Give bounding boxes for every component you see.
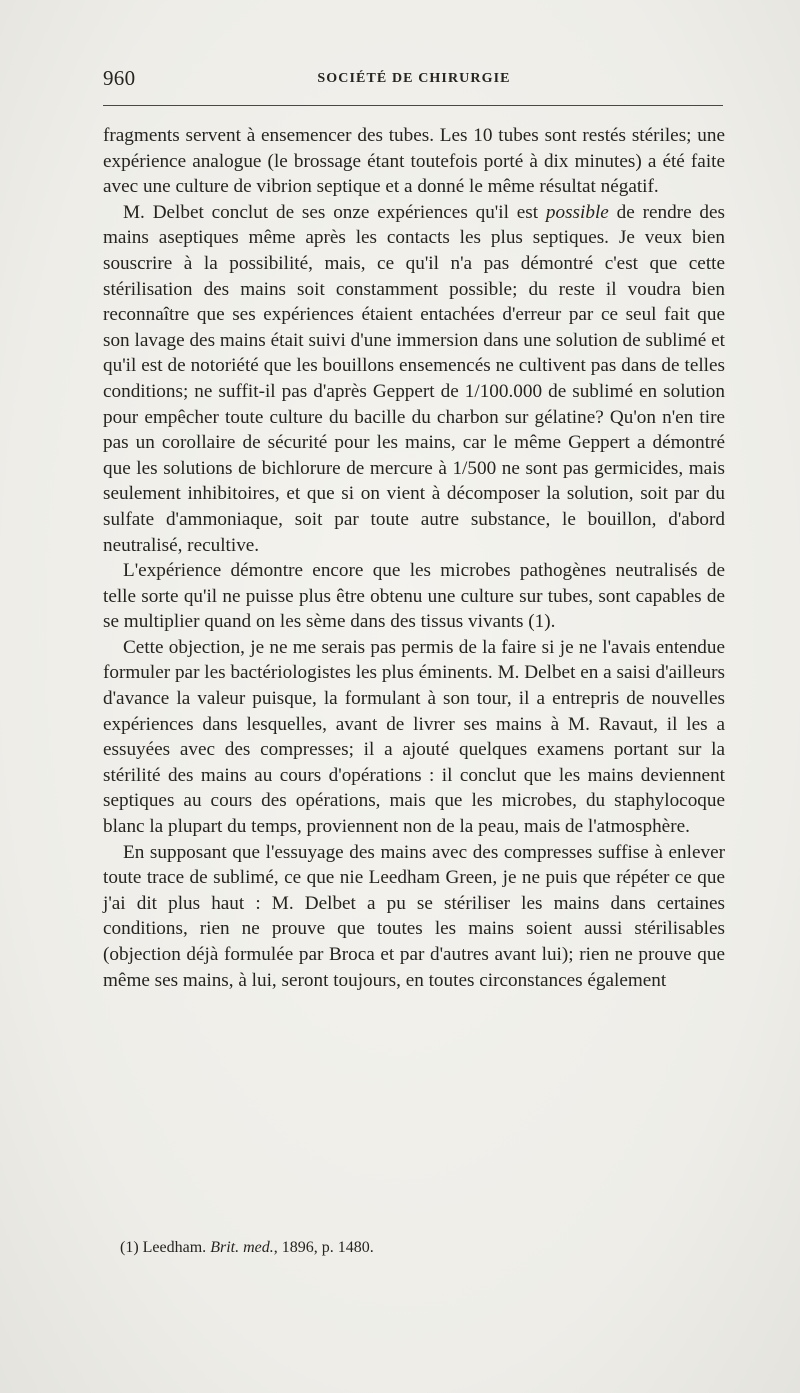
footnote-text: , 1896, p. 1480. — [273, 1239, 374, 1256]
paragraph-4 — [103, 635, 725, 840]
paragraph-text: de rendre des mains aseptiques même après les contacts les plus septiques. Je veux bien souscrire à la possibilité, mais, ce qu'il n'a pas démontré c'est que cette stérilisation des mains soit constamment possible; du reste il voudra bien reconnaître que ses expériences étaient entachées d'erreur par ce seul fait que son lavage des mains était suivi d'une immersion dans une solution de sublimé et qu'il est de notoriété que les bouillons ensemencés ne cultivent pas dans de telles conditions; ne suffit-il pas d'après Geppert de 1/100.000 de sublimé en solution pour empêcher toute culture du bacille du charbon sur gélatine? Qu'on n'en tire pas un corollaire de sécurité pour les mains, car le même Geppert a démontré que les solutions de bichlorure de mercure à 1/500 ne sont pas germicides, mais seulement inhibitoires, et que si on vient à décomposer la solution, soit par du sulfate d'ammoniaque, soit par toute autre substance, le bouillon, d'abord neutralisé, recultive. — [103, 201, 725, 556]
paragraph-text: En supposant que l'essuyage des mains avec des compresses suffise à enlever toute trace de sublimé, ce que nie Leedham Green, je ne puis que répéter ce que j'ai dit plus haut : M. Delbet a pu se stériliser les mains dans certaines conditions, rien ne prouve que toutes les mains soient aussi stérilisables (objection déjà formulée par Broca et par d'autres avant lui); rien ne prouve que même ses mains, à lui, seront toujours, en toutes circonstances également — [103, 841, 725, 991]
page-header — [103, 62, 725, 102]
paragraph-2 — [103, 200, 725, 558]
paragraph-text: L'expérience démontre encore que les microbes pathogènes neutralisés de telle sorte qu'il ne puisse plus être obtenu une culture sur tubes, sont capables de se multiplier quand on les sème dans des tissus vivants (1). — [103, 560, 725, 633]
footnote-text: (1) Leedham. — [120, 1239, 211, 1256]
page-number: 960 — [103, 66, 136, 90]
footnote-journal: Brit. med. — [210, 1239, 274, 1256]
paragraph-text: fragments servent à ensemencer des tubes. Les 10 tubes sont restés stériles; une expérience analogue (le brossage étant toutefois porté à dix minutes) a été faite avec une culture de vibrion septique et a donné le même résultat négatif. — [103, 125, 725, 198]
paragraph-3 — [103, 558, 725, 635]
header-rule — [103, 105, 723, 106]
running-title: SOCIÉTÉ DE CHIRURGIE — [317, 71, 511, 86]
paragraph-1 — [103, 123, 725, 200]
paragraph-5 — [103, 840, 725, 994]
paragraph-text: M. Delbet conclut de ses onze expériences qu'il est — [123, 201, 546, 223]
footnote — [120, 1237, 720, 1259]
italic-word: possible — [545, 201, 609, 223]
body-text — [103, 123, 725, 993]
paragraph-text: Cette objection, je ne me serais pas permis de la faire si je ne l'avais entendue formuler par les bactériologistes les plus éminents. M. Delbet en a saisi d'ailleurs d'avance la valeur puisque, la formulant à son tour, il a entrepris de nouvelles expériences dans lesquelles, avant de livrer ses mains à M. Ravaut, il les a essuyées avec des compresses; il a ajouté quelques examens portant sur la stérilité des mains au cours d'opérations : il conclut que les mains deviennent septiques au cours des opérations, mais que les microbes, du staphylocoque blanc la plupart du temps, proviennent non de la peau, mais de l'atmosphère. — [103, 636, 725, 838]
